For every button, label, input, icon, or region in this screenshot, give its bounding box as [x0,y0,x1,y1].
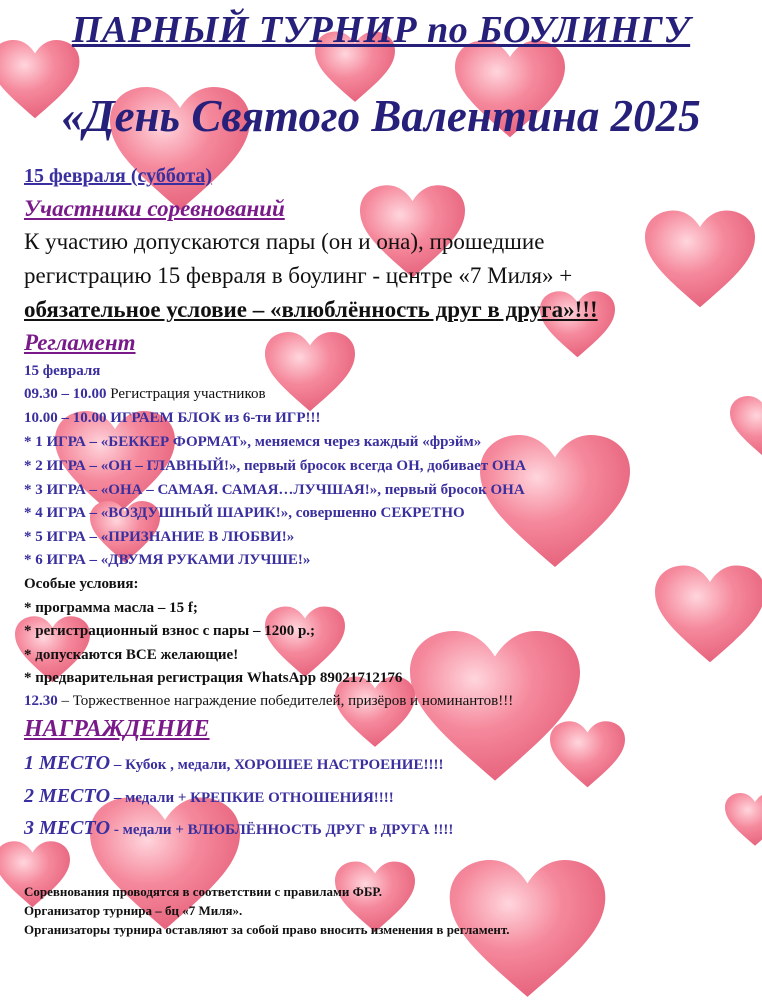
award-place: 1 МЕСТО [24,752,111,774]
award-place: 3 МЕСТО [24,817,111,839]
condition-item: * предварительная регистрация WhatsApp 89021712176 [24,670,403,686]
award-place: 2 МЕСТО [24,785,111,807]
participants-line-1: К участию допускаются пары (он и она), прошедшие [24,229,545,254]
award-place-row [24,752,443,775]
award-prize: – медали + КРЕПКИЕ ОТНОШЕНИЯ!!!! [110,790,394,806]
schedule-row [24,410,321,427]
game-item: * 4 ИГРА – «ВОЗДУШНЫЙ ШАРИК!», совершенно СЕКРЕТНО [24,505,465,521]
condition-item: * регистрационный взнос с пары – 1200 р.; [24,623,316,639]
condition-item: * допускаются ВСЕ желающие! [24,647,239,663]
game-item: * 2 ИГРА – «ОН – ГЛАВНЫЙ!», первый бросок всегда ОН, добивает ОНА [24,458,527,474]
footer-line: Организатор турнира – бц «7 Миля». [24,903,243,918]
schedule-text: Регистрация участников [106,386,266,402]
award-ceremony-text: – Торжественное награждение победителей, призёров и номинантов!!! [57,693,514,709]
footer-line: Соревнования проводятся в соответствии с правилами ФБР. [24,884,382,899]
participants-condition: обязательное условие – «влюблённость друг в друга»!!! [24,297,598,322]
title-line-2: «День Святого Валентина 2025 [61,91,701,141]
schedule-time: 10.00 – 10.00 ИГРАЕМ БЛОК из 6-ти ИГР!!! [24,410,321,426]
schedule-row [24,386,266,403]
game-item: * 3 ИГРА – «ОНА – САМАЯ. САМАЯ…ЛУЧШАЯ!», первый бросок ОНА [24,482,525,498]
award-prize: - медали + ВЛЮБЛЁННОСТЬ ДРУГ в ДРУГА !!!! [110,822,454,838]
game-item: * 6 ИГРА – «ДВУМЯ РУКАМИ ЛУЧШЕ!» [24,552,311,568]
award-ceremony-row [24,693,513,710]
schedule-time: 09.30 – 10.00 [24,386,107,402]
award-time: 12.30 [24,693,58,709]
title-line-1: ПАРНЫЙ ТУРНИР по БОУЛИНГУ [71,9,691,51]
awards-heading: НАГРАЖДЕНИЕ [24,716,210,742]
condition-item: * программа масла – 15 f; [24,600,198,616]
footer-line: Организаторы турнира оставляют за собой право вносить изменения в регламент. [24,922,510,937]
award-place-row [24,817,453,840]
regulation-day: 15 февраля [24,363,101,379]
game-item: * 1 ИГРА – «БЕККЕР ФОРМАТ», меняемся через каждый «фрэйм» [24,434,482,450]
event-date: 15 февраля (суббота) [24,165,213,187]
award-prize: – Кубок , медали, ХОРОШЕЕ НАСТРОЕНИЕ!!!! [110,757,444,773]
award-place-row [24,785,394,808]
participants-heading: Участники соревнований [24,196,285,221]
game-item: * 5 ИГРА – «ПРИЗНАНИЕ В ЛЮБВИ!» [24,529,295,545]
conditions-heading: Особые условия: [24,576,139,592]
regulation-heading: Регламент [24,330,136,355]
participants-line-2: регистрацию 15 февраля в боулинг - центре «7 Миля» + [24,263,573,288]
